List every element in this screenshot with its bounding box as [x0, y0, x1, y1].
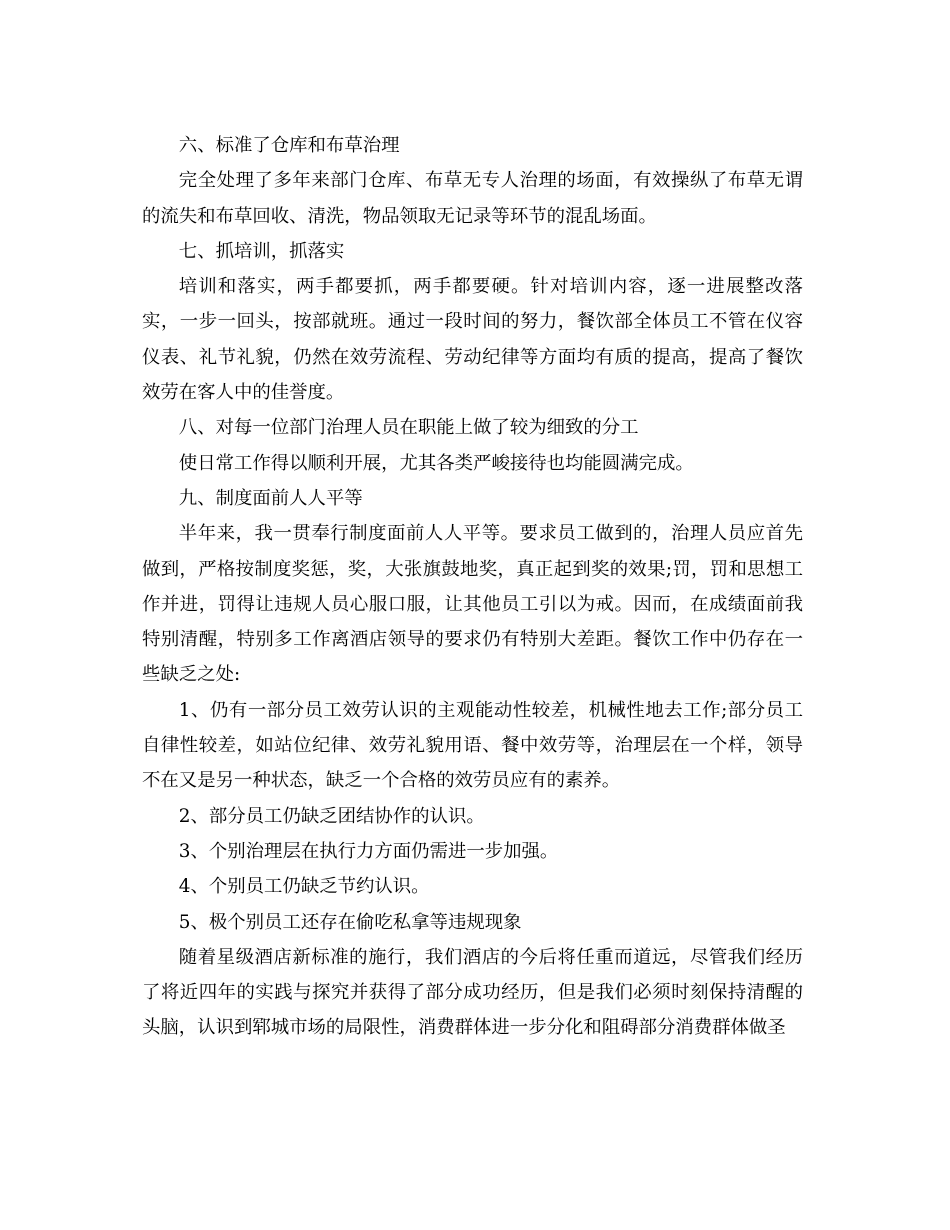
section-heading-9: 九、制度面前人人平等 — [178, 487, 363, 509]
section-heading-7: 七、抓培训，抓落实 — [178, 240, 345, 262]
paragraph: 随着星级酒店新标准的施行，我们酒店的今后将任重而道远，尽管我们经历了将近四年的实践与探究并获得了部分成功经历，但是我们必须时刻保持清醒的头脑，认识到郓城市场的局限性，消费群体进一步分化和阻碍部分消费群体做圣 — [142, 946, 803, 1039]
paragraph: 半年来，我一贯奉行制度面前人人平等。要求员工做到的，治理人员应首先做到，严格按制度奖惩，奖，大张旗鼓地奖，真正起到奖的效果;罚，罚和思想工作并进，罚得让违规人员心服口服，让其他员工引以为戒。因而，在成绩面前我特别清醒，特别多工作离酒店领导的要求仍有特别大差距。餐饮工作中仍存在一些缺乏之处: — [142, 523, 803, 686]
document-body — [142, 128, 803, 1046]
list-item: 4、个别员工仍缺乏节约认识。 — [178, 876, 430, 898]
list-item: 2、部分员工仍缺乏团结协作的认识。 — [178, 805, 485, 827]
list-item: 1、仍有一部分员工效劳认识的主观能动性较差，机械性地去工作;部分员工自律性较差，如站位纪律、效劳礼貌用语、餐中效劳等，治理层在一个样，领导不在又是另一种状态，缺乏一个合格的效劳员应有的素养。 — [142, 699, 803, 792]
paragraph: 使日常工作得以顺利开展，尤其各类严峻接待也均能圆满完成。 — [178, 452, 694, 474]
list-item: 5、极个别员工还存在偷吃私拿等违规现象 — [178, 911, 522, 933]
paragraph: 完全处理了多年来部门仓库、布草无专人治理的场面，有效操纵了布草无谓的流失和布草回收、清洗，物品领取无记录等环节的混乱场面。 — [142, 170, 803, 227]
paragraph: 培训和落实，两手都要抓，两手都要硬。针对培训内容，逐一进展整改落实，一步一回头，按部就班。通过一段时间的努力，餐饮部全体员工不管在仪容仪表、礼节礼貌，仍然在效劳流程、劳动纪律等方面均有质的提高，提高了餐饮效劳在客人中的佳誉度。 — [142, 276, 803, 404]
section-heading-6: 六、标准了仓库和布草治理 — [178, 135, 400, 156]
section-heading-8: 八、对每一位部门治理人员在职能上做了较为细致的分工 — [178, 417, 639, 439]
list-item: 3、个别治理层在执行力方面仍需进一步加强。 — [178, 840, 559, 862]
